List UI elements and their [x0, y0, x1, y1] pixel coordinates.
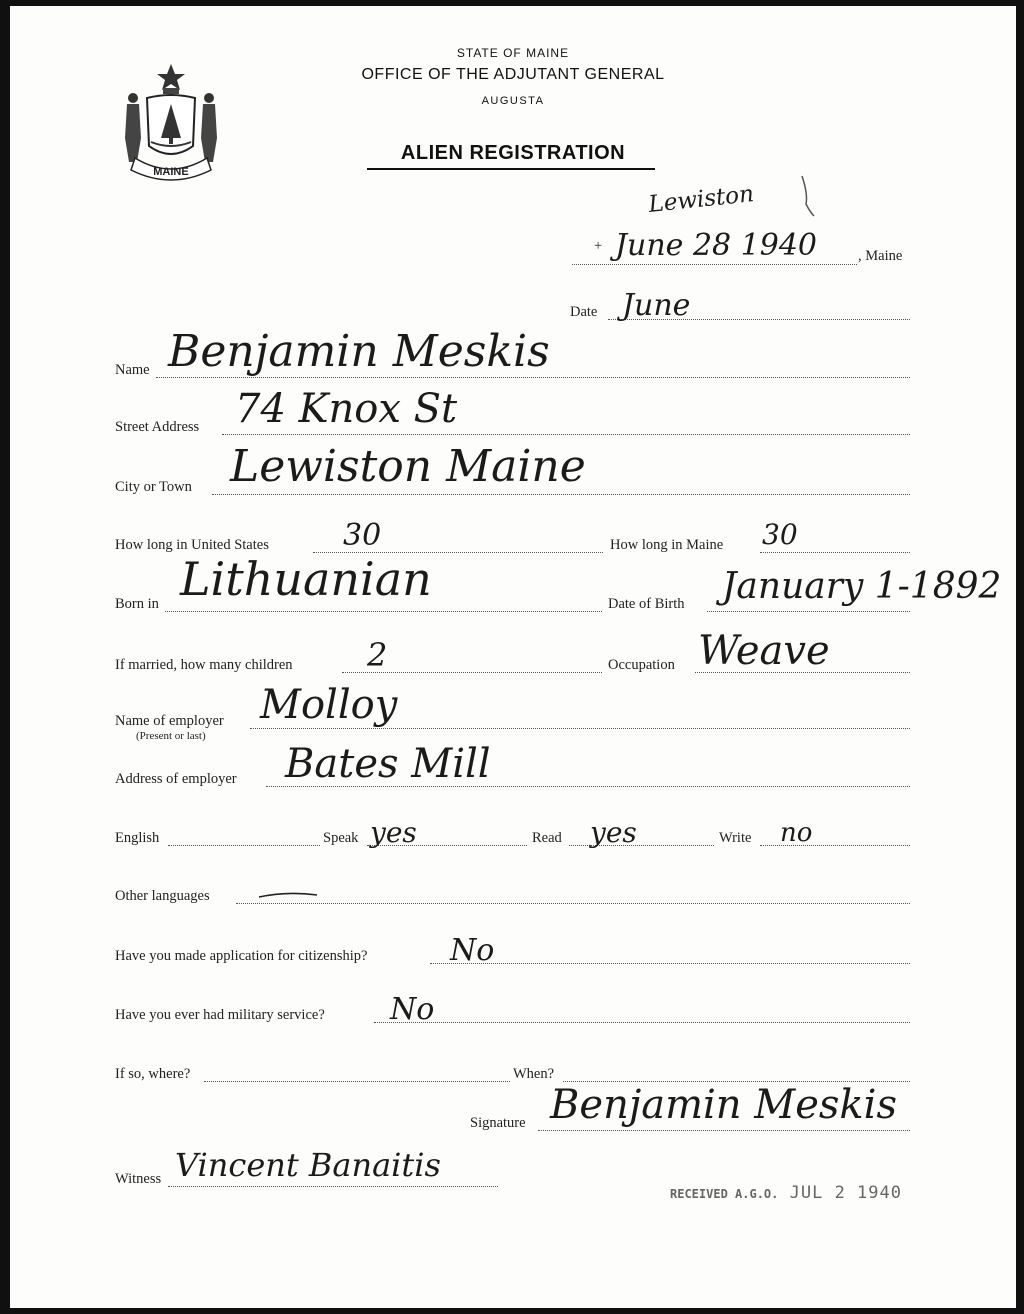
- employer-address-label: Address of employer: [115, 771, 237, 787]
- employer-line: [250, 728, 910, 729]
- name-label: Name: [115, 362, 150, 378]
- place-mark: +: [594, 238, 603, 254]
- witness-label: Witness: [115, 1171, 162, 1187]
- occupation-label: Occupation: [608, 657, 675, 673]
- pencil-mark-icon: [798, 174, 818, 224]
- military-label: Have you ever had military service?: [115, 1007, 325, 1023]
- witness-line: [168, 1186, 498, 1187]
- born-in-label: Born in: [115, 596, 159, 612]
- stamp-prefix: RECEIVED A.G.O.: [670, 1187, 779, 1201]
- other-languages-label: Other languages: [115, 888, 210, 904]
- other-languages-line: [236, 903, 910, 904]
- date-value: June: [622, 288, 691, 323]
- english-label: English: [115, 830, 160, 846]
- received-stamp: [670, 1183, 902, 1203]
- signature-value: Benjamin Meskis: [550, 1082, 897, 1128]
- military-line: [374, 1022, 910, 1023]
- signature-label: Signature: [470, 1115, 526, 1131]
- city-label: City or Town: [115, 479, 192, 495]
- citizenship-value: No: [450, 933, 495, 968]
- years-us-label: How long in United States: [115, 537, 269, 553]
- dob-line: [707, 611, 910, 612]
- children-value: 2: [367, 636, 388, 674]
- street-label: Street Address: [115, 419, 200, 435]
- years-maine-label: How long in Maine: [610, 537, 724, 553]
- employer-sublabel: (Present or last): [136, 730, 206, 742]
- place-date-line: [572, 264, 857, 265]
- born-in-line: [165, 611, 602, 612]
- employer-value: Molloy: [260, 682, 398, 728]
- signature-line: [538, 1130, 910, 1131]
- maine-suffix: , Maine: [858, 248, 903, 264]
- name-line: [156, 377, 910, 378]
- military-value: No: [390, 992, 435, 1027]
- street-value: 74 Knox St: [235, 386, 458, 432]
- years-maine-line: [760, 552, 910, 553]
- years-us-value: 30: [343, 518, 382, 553]
- registration-form: [10, 6, 1016, 1308]
- header-state: STATE OF MAINE: [456, 46, 570, 60]
- title-underline: [367, 168, 655, 170]
- speak-value: yes: [370, 816, 417, 849]
- employer-address-value: Bates Mill: [285, 741, 491, 787]
- born-in-value: Lithuanian: [180, 552, 432, 606]
- years-maine-value: 30: [762, 518, 798, 551]
- header-city: AUGUSTA: [481, 95, 545, 107]
- citizenship-label: Have you made application for citizenship?: [115, 948, 368, 964]
- children-label: If married, how many children: [115, 657, 293, 673]
- seal-text: MAINE: [153, 166, 189, 178]
- english-line: [168, 845, 320, 846]
- street-line: [222, 434, 910, 435]
- citizenship-line: [430, 963, 910, 964]
- header-office: OFFICE OF THE ADJUTANT GENERAL: [361, 66, 665, 83]
- date-label: Date: [570, 304, 598, 320]
- when-label: When?: [513, 1066, 555, 1082]
- where-line: [204, 1081, 510, 1082]
- employer-label: Name of employer: [115, 713, 224, 729]
- dob-label: Date of Birth: [608, 596, 685, 612]
- stamp-date: JUL 2 1940: [789, 1183, 902, 1203]
- occupation-value: Weave: [698, 628, 830, 674]
- city-line: [212, 494, 910, 495]
- other-languages-dash: [257, 889, 319, 901]
- handwritten-town: Lewiston: [647, 181, 756, 218]
- speak-label: Speak: [323, 830, 359, 846]
- city-value: Lewiston Maine: [230, 441, 586, 492]
- read-label: Read: [532, 830, 562, 846]
- write-label: Write: [719, 830, 752, 846]
- witness-value: Vincent Banaitis: [175, 1146, 441, 1184]
- dob-value: January 1-1892: [722, 566, 1002, 607]
- read-value: yes: [590, 816, 637, 849]
- handwritten-date: June 28 1940: [615, 228, 818, 263]
- write-value: no: [780, 818, 813, 848]
- form-title: ALIEN REGISTRATION: [400, 142, 626, 164]
- where-label: If so, where?: [115, 1066, 191, 1082]
- name-value: Benjamin Meskis: [168, 326, 550, 377]
